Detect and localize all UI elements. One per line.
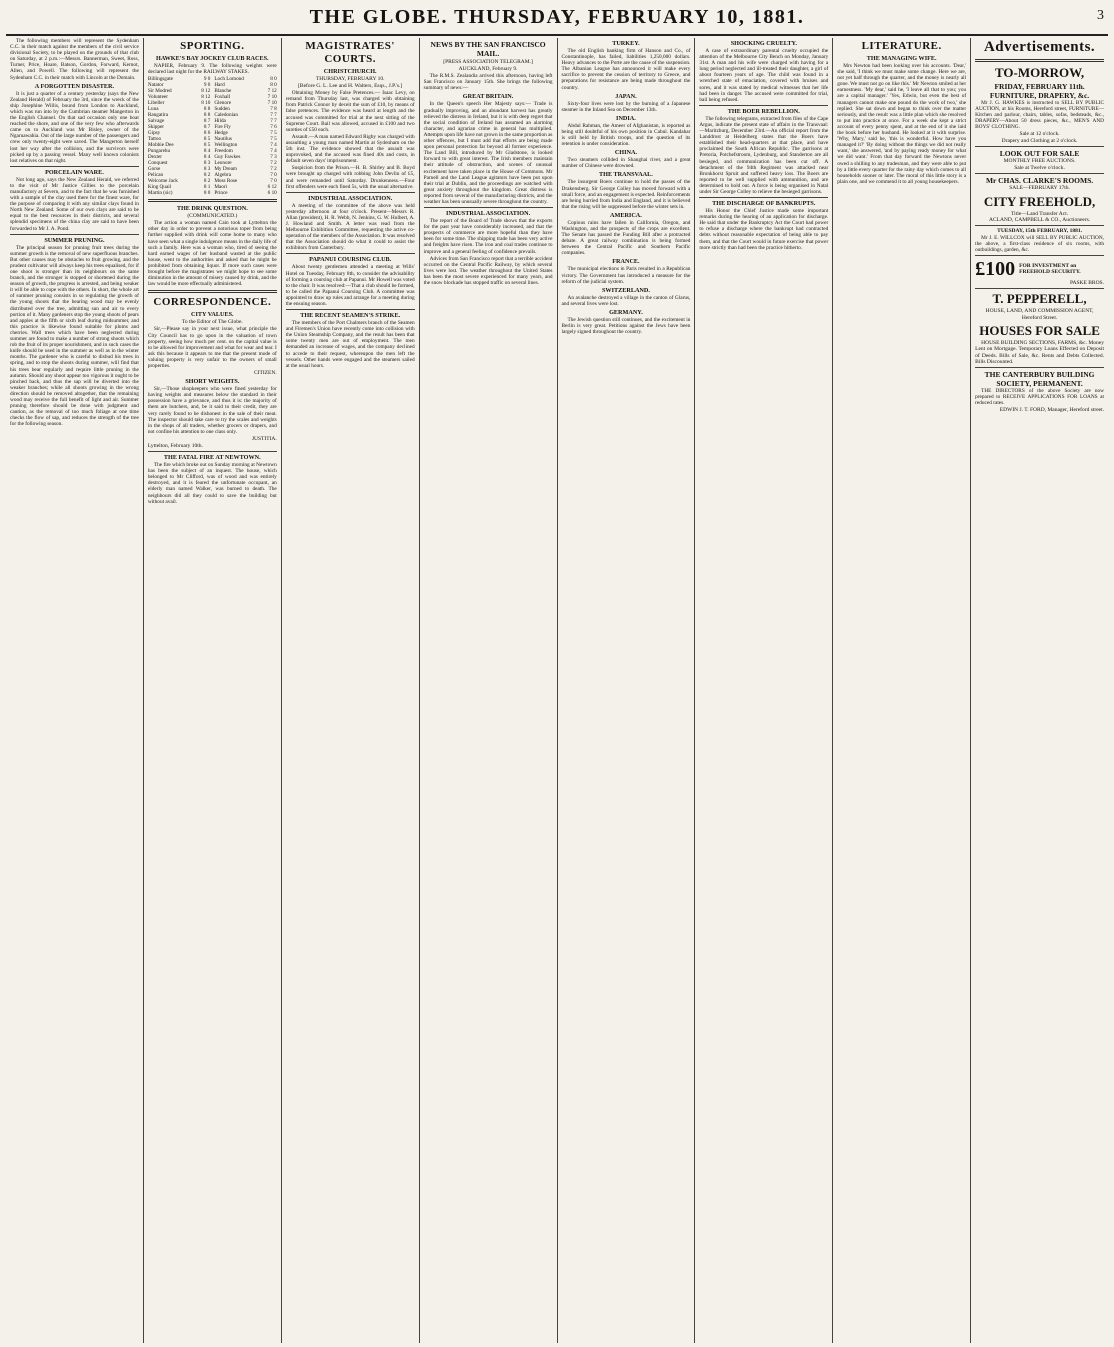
- correspondence-heading: CORRESPONDENCE.: [153, 296, 272, 309]
- page-number: 3: [1097, 8, 1104, 23]
- horse-name: Hilda: [214, 118, 226, 125]
- france-text: The municipal elections in Paris resulted in a Republican victory. The Government has introduced a measure for the reform of the judicial system.: [561, 266, 691, 285]
- horse-weight: 8 2: [203, 172, 211, 179]
- cruelty-heading: SHOCKING CRUELTY.: [730, 40, 797, 47]
- horse-weight: 8 7: [203, 118, 211, 125]
- horse-name: Algebra: [214, 172, 232, 179]
- cruelty-text: A case of extraordinary parental cruelty occupied the attention of the Melbourne City Bench on Monday, January 31st. A man and his wife were charged with having for a long period neglected and ill-treated their daughter, a girl of about fourteen years of age. The child was found in a wretched state of emaciation, covered with bruises and sores, and it was stated by medical witnesses that her life had been in danger. The accused were committed for trial, bail being refused.: [699, 48, 829, 103]
- horse-weight: 7 2: [270, 160, 277, 167]
- horse-name: Sudden: [214, 106, 230, 113]
- divider: [148, 451, 277, 452]
- horse-name: Welcome Jack: [147, 178, 178, 185]
- horse-name: Luna: [147, 106, 159, 113]
- horse-weight: 7 10: [267, 94, 277, 101]
- disaster-heading: A FORGOTTEN DISASTER.: [34, 82, 115, 90]
- japan-text: Sixty-four lives were lost by the burning of a Japanese steamer in the Inland Sea on December 13th.: [561, 100, 691, 113]
- horse-weight: 8 0: [270, 76, 277, 83]
- horse-weight: 7 7: [270, 112, 277, 119]
- assault-text: Assault.—A man named Edward Rigby was charged with assaulting a young man named Martin at Sydenham on the 5th inst. The evidence showed that the assault was unprovoked, and the accused was fined 40s and costs, in default seven days' imprisonment.: [285, 133, 415, 165]
- industrial-heading: INDUSTRIAL ASSOCIATION.: [445, 210, 531, 218]
- ad6-text: HOUSE, LAND, AND COMMISSION AGENT, Hereford Street.: [985, 308, 1094, 321]
- horse-weight: 8 4: [203, 154, 211, 161]
- divider: [10, 166, 139, 167]
- horse-weight: 7 4: [270, 148, 277, 155]
- horse-name: Skipper: [147, 124, 165, 131]
- divider: [148, 199, 277, 202]
- ad3-rooms: Mr CHAS. CLARKE'S ROOMS.: [985, 176, 1094, 186]
- horse-weight: 7 3: [270, 154, 277, 161]
- divider: [286, 192, 415, 193]
- divider: [699, 197, 828, 198]
- divider: [975, 225, 1104, 226]
- prison-text: Suspicion from the Prison.—H. B. Shirley and B. Boyd were brought up charged with robbing John Devlin of £5, and were remanded until Saturday. Drunkenness.—Four first offenders were each fined 5s, with the usual alternative.: [285, 165, 415, 190]
- divider: [699, 105, 828, 106]
- horse-name: Pungarehu: [147, 148, 171, 155]
- divider: [148, 290, 277, 293]
- drink-subheading: (COMMUNICATED.): [187, 213, 238, 220]
- sf-mail-heading: NEWS BY THE SAN FRANCISCO MAIL.: [430, 40, 546, 58]
- america-text: Copious rains have fallen in California, Oregon, and Washington, and the prospects of the crops are excellent. The Senate has passed the Funding Bill after a protracted debate. A great railway combination is being formed between the Central Pacific and Southern Pacific companies.: [561, 219, 691, 257]
- horse-weight: 8 3: [203, 166, 211, 173]
- magistrates-heading: MAGISTRATES' COURTS.: [305, 40, 395, 65]
- false-pretences-text: Obtaining Money by False Pretences.— Isaac Levy, on remand from Thursday last, was charged with obtaining from Patrick Connor by deceit the sum of £10, by means of false pretences. The evidence was heard at length and the accused was committed for trial at the next sitting of the Supreme Court. Bail was allowed, accused in £100 and two sureties of £50 each.: [285, 90, 415, 133]
- column-5: [558, 38, 696, 1343]
- ad3-heading: CITY FREEHOLD,: [983, 193, 1096, 209]
- city-values-signature: CITIZEN.: [253, 370, 277, 377]
- papanui-text: About twenty gentlemen attended a meeting at Wills' Hotel on Tuesday, February 8th, to consider the advisability of forming a coursing club at Papanui. Mr Howell was voted to the chair. It was resolved:—That a club should be formed, to be called the Papanui Coursing Club. A committee was appointed to draw up rules and arrange for a meeting during the ensuing season.: [285, 264, 415, 307]
- horse-name: Leonore: [214, 160, 232, 167]
- britain-text: In the Queen's speech Her Majesty says:— Trade is gradually improving, and an abundant harvest has greatly relieved the distress in Ireland, but it is with deep regret that the social condition of Ireland has assumed an alarming character, and agrarian crime in general has multiplied. Attempts upon life have not grown in the same proportion as other offences, but I must add that efforts are being made upon personal protection far beyond all former experience. The Land Bill, introduced by Mr Gladstone, is looked forward to with great interest. The Irish members maintain their attitude of obstruction, and scenes of unusual excitement have taken place in the House of Commons. Mr Parnell and the Land League agitators have been put upon their trial at Dublin, and the proceedings are watched with great anxiety throughout the kingdom. Great distress is reported from several of the manufacturing districts, and the weather has been unusually severe throughout the country.: [423, 101, 553, 205]
- ad7-list: HOUSE BUILDING SECTIONS, FARMS, &c. Money Lent on Mortgage. Temporary Loans Effected on Deposit of Deeds. Bills of Sale, &c. Rents and Debts Collected. Bills Discounted.: [975, 340, 1104, 365]
- horse-weight: 7 8: [270, 106, 277, 113]
- china-text: Two steamers collided in Shanghai river, and a great number of Chinese were drowned.: [561, 157, 691, 170]
- horse-weight: 6 10: [267, 190, 277, 197]
- horse-weight: 7 5: [270, 130, 277, 137]
- britain-heading: GREAT BRITAIN.: [462, 93, 514, 101]
- horse-weight: 8 0: [203, 190, 211, 197]
- horse-name: Freedom: [214, 148, 233, 155]
- bankrupts-text: His Honor the Chief Justice made some important remarks during the hearing of an application for discharge. He said that under the Bankruptcy Act the Court had power to refuse a discharge where the bankrupt had contracted debts without reasonable expectation of being able to pay them, and that the Court would in future exercise that power more strictly than had been the practice hitherto.: [699, 208, 829, 251]
- ad5-agent: PASKE BROS.: [1069, 280, 1104, 286]
- horse-name: Salvage: [147, 118, 165, 125]
- horse-weight: 8 7: [203, 124, 211, 131]
- horse-weight: 8 12: [201, 94, 211, 101]
- races-subtitle: NAPIER, February 9. The following weights were declared last night for the RAILWAY STAKES.: [147, 63, 277, 76]
- city-values-to: To the Editor of The Globe.: [181, 319, 243, 326]
- ad8-heading: THE CANTERBURY BUILDING SOCIETY, PERMANENT.: [984, 370, 1095, 389]
- porcelain-heading: PORCELAIN WARE.: [45, 168, 104, 176]
- horse-name: Foxhall: [214, 94, 231, 101]
- divider: [975, 146, 1104, 147]
- horse-name: Caledonian: [214, 112, 238, 119]
- story-title: THE MANAGING WIFE.: [866, 55, 937, 62]
- short-weights-heading: SHORT WEIGHTS.: [185, 378, 240, 386]
- horse-name: Glenore: [214, 100, 232, 107]
- horse-name: Rangatira: [147, 112, 169, 119]
- advertisements-heading: Advertisements.: [983, 39, 1096, 55]
- porcelain-text: Not long ago, says the New Zealand Herald, we referred to the visit of Mr Justice Gillies to the porcelain manufactory at Severn, and to the fact that he was furnished with a sample of the clay used there for the finest ware, for the purpose of comparing it with any similar clays found in North New Zealand. Some of our own clays are said to be equal to the best resources in their districts, and several splendid specimens of the china clay are said to have been forwarded to Mr J. A. Pond.: [10, 176, 139, 232]
- horse-name: Loch Lomond: [214, 76, 244, 83]
- horse-name: My Dream: [214, 166, 237, 173]
- horse-weight: 8 0: [270, 82, 277, 89]
- horse-name: Conquest: [147, 160, 168, 167]
- sf-mail-assoc: [PRESS ASSOCIATION TELEGRAM.]: [443, 59, 533, 65]
- short-weights-location: Lyttelton, February 10th.: [147, 443, 203, 449]
- cricket-text: The following members will represent the Sydenham C.C. in their match against the members of the civil service divisional Society, to be played on the grounds of that club on Saturday, at 2 p.m.:—Messrs. Bannerman, Sweet, Ross, Turner, Price, Hoare, Batson, Gordon, Forward, Kernot, Allen, and Powell. The following will represent the Sydenham C.C. in their match with Lincoln at the Domain.: [10, 38, 139, 81]
- masthead-title: THE GLOBE. THURSDAY, FEBRUARY 10, 1881.: [309, 5, 805, 28]
- literature-heading: LITERATURE.: [861, 40, 942, 52]
- pruning-heading: SUMMER PRUNING.: [44, 236, 105, 244]
- drink-heading: THE DRINK QUESTION.: [176, 205, 248, 213]
- seamen-heading: THE RECENT SEAMEN'S STRIKE.: [300, 312, 401, 320]
- ad5-text: FOR INVESTMENT on FREEHOLD SECURITY.: [1019, 262, 1081, 275]
- horse-name: Dexter: [147, 154, 162, 161]
- horse-name: King Quail: [147, 184, 172, 191]
- horse-name: Nautilus: [214, 136, 232, 143]
- horse-weight: 8 5: [203, 136, 211, 143]
- transvaal-text: The insurgent Boers continue to hold the passes of the Drakensberg. Sir George Colley has moved forward with a small force, and an engagement is expected. Reinforcements are being hurried from India and England, and it is believed that the rising will be suppressed before the winter sets in.: [561, 179, 691, 210]
- germany-text: The Jewish question still continues, and the excitement in Berlin is very great. Petitions against the Jews have been largely signed throughout the country.: [561, 316, 691, 336]
- horse-name: Hard: [214, 82, 225, 89]
- horse-name: Gipsy: [147, 130, 161, 137]
- column-7: [833, 38, 971, 1343]
- germany-heading: GERMANY.: [609, 308, 643, 316]
- papanui-heading: PAPANUI COURSING CLUB.: [309, 256, 392, 264]
- horse-weight: 8 12: [201, 88, 211, 95]
- ad4-date: TUESDAY, 15th FEBRUARY, 1881.: [997, 228, 1082, 235]
- horse-name: Maori: [214, 184, 227, 191]
- column-8: [971, 38, 1108, 1343]
- divider: [286, 309, 415, 310]
- horse-weight: 9 0: [203, 76, 211, 83]
- china-heading: CHINA.: [614, 149, 638, 157]
- sf-mail-intro: The R.M.S. Zealandia arrived this afternoon, having left San Francisco on January 15th. She brings the following summary of news:—: [423, 73, 553, 92]
- bankrupts-heading: THE DISCHARGE OF BANKRUPTS.: [712, 200, 816, 208]
- horse-name: Prince: [214, 190, 228, 197]
- pruning-text: The principal season for pruning fruit trees during the summer growth is the removal of new superfluous branches. But other causes may be obstacles to fruit growing, and the prudent cultivator will always keep his trees equalised, for if one shoot is stronger than its neighbours on the same branch, and the stronger is stopped or shortened during the season of growth, the progress is arrested, and being weaker it will be able to cope with the others. In short, the whole art of summer pruning consists in so regulating the growth of the young shoots that the bearing wood may be evenly distributed over the tree, admitting sun and air to every portion of it. Many gardeners stop the young shoots of pears and apples at the fifth or sixth leaf during midsummer, and this practice is likewise found suitable for plums and cherries. Wall trees which have been neglected during summer are found to make a number of strong shoots which rob the fruit of its proper nourishment, and in such cases the knife should be used in the summer as well as in the winter months. The gardener who is careful to disbud his trees in spring, and to stop the shoots during summer, will find that his trees bear regularly and require little pruning in the autumn. Should any shoot appear too vigorous it ought to be pinched back, and thus the sap will be diverted into the weaker branches; while all shoots growing in the wrong direction should be removed altogether, that the remaining wood may receive the full benefit of light and air. Summer pruning therefore should be done with judgment and caution, as the removal of too much foliage at one time checks the flow of sap, and reduces the strength of the tree for the following season.: [10, 244, 139, 428]
- horse-weight: 7 0: [270, 172, 277, 179]
- fatal-fire-text: The fire which broke out on Sunday morning at Newtown has been the subject of an inquest. The house, which belonged to Mr Clifford, was of wood and was entirely destroyed, and it is feared the unfortunate occupant, an elderly man named Walker, was burned to death. The neighbours did all they could to save the building but without avail.: [147, 462, 277, 505]
- divider: [424, 207, 553, 208]
- fatal-fire-heading: THE FATAL FIRE AT NEWTOWN.: [163, 454, 261, 462]
- horse-weight: 6 12: [267, 184, 277, 191]
- horse-weight: 7 5: [270, 136, 277, 143]
- industrial-text: A meeting of the committee of the above was held yesterday afternoon at four o'clock. Present—Messrs R. Allan (president), H. R. Webb, N. Jenkins, G. W. Hulbert, A. J. Howland and Smith. A letter was read from the Melbourne Exhibition Committee, requesting the active co-operation of the members of the Association. It was resolved that the Association should do what it could to assist the exhibitors from Canterbury.: [285, 202, 415, 252]
- race-weight-entry: [148, 190, 210, 196]
- horse-weight: 8 8: [203, 112, 211, 119]
- ad8-text: THE DIRECTORS of the above Society are now prepared to RECEIVE APPLICATIONS FOR LOANS at reduced rates.: [975, 388, 1104, 407]
- masthead: [6, 0, 1108, 36]
- horse-weight: 7 2: [270, 166, 277, 173]
- ad1-terms: Sale at 12 o'clock.: [1019, 131, 1060, 138]
- horse-name: Billingsgate: [147, 76, 173, 83]
- column-6: [695, 38, 833, 1343]
- ad2-heading: LOOK OUT FOR SALE: [999, 149, 1080, 159]
- horse-name: Gorse: [147, 166, 161, 173]
- ad5-amount: £100: [975, 258, 1016, 280]
- horse-name: Guy Fawkes: [214, 154, 241, 161]
- horse-weight: 8 2: [203, 178, 211, 185]
- christchurch-date: THURSDAY, FEBRUARY 10.: [315, 76, 385, 82]
- ad1-text: Mr J. G. HAWKES is instructed to SELL BY PUBLIC AUCTION, at his Rooms, Hereford street, FURNITURE—Kitchen and parlour, chairs, tables, sofas, bedsteads, &c., DRAPERY—About 50 dress pieces, &c., MEN'S AND BOYS' CLOTHING.: [975, 100, 1104, 131]
- ad3-agent: ACLAND, CAMPBELL & CO., Auctioneers.: [988, 216, 1091, 223]
- transvaal-heading: THE TRANSVAAL.: [599, 171, 653, 179]
- divider: [10, 234, 139, 235]
- ad8-agent: EDWIN J. T. FORD, Manager, Hereford street.: [999, 407, 1104, 414]
- ad3-date: SALE—FEBRUARY 17th.: [1009, 185, 1070, 192]
- turkey-text: The old English banking firm of Hanson and Co., of Constantinople, has failed, liabilities 1,250,000 dollars. Heavy advances to the Porte are the cause of the suspension. The Albanian League has announced it will make every sacrifice to prevent the cession of territory to Greece, and preparations for resistance are being made throughout the country.: [561, 48, 691, 91]
- seamen-text: The members of the Port Chalmers branch of the Seamen and Firemen's Union have recently come into collision with the Union Steamship Company, and the result has been that some twenty men are out of employment. The men demanded an increase of wages, and the company declined to accede to their request, whereupon the men left the vessels. Other hands were engaged and the steamers sailed at the usual hours.: [285, 320, 415, 369]
- ad1-kind: FURNITURE, DRAPERY, &c.: [989, 91, 1090, 100]
- india-heading: INDIA.: [616, 114, 636, 122]
- ad7-heading: HOUSES FOR SALE: [979, 323, 1100, 339]
- horse-name: Libeller: [147, 100, 165, 107]
- horse-name: Sir Modred: [147, 88, 172, 95]
- divider: [975, 173, 1104, 174]
- ad3-title: Title—Land Transfer Act.: [1011, 210, 1069, 217]
- columns: [6, 38, 1108, 1343]
- city-values-text: Sir,—Please say in your next issue, what principle the City Council has to go upon in the valuation of town property, seeing how much per cent. on the capital value is to be allowed for improvement and what for wear and tear. I ask this because it appears to me that the present mode of valuing property is very unfair to the owners of small properties.: [147, 326, 277, 369]
- horse-name: Tattoo: [147, 136, 162, 143]
- horse-name: Moss Rose: [214, 178, 238, 185]
- france-heading: FRANCE.: [612, 258, 640, 266]
- divider: [975, 59, 1104, 62]
- horse-name: Mobbie Dee: [147, 142, 174, 149]
- japan-heading: JAPAN.: [615, 92, 637, 100]
- divider: [975, 255, 1104, 256]
- drink-text: The action a woman named Cain took at Lyttelton the other day in order to prevent a notorious toper from being further supplied with drink will come home to many who have seen what a single indulgence means in the daily life of such a family. Here was a woman who, tired of seeing the hard earned wages of her husband wasted at the public house, went to the authorities and asked that he might be prohibited from obtaining liquor. If more such cases were brought before the magistrates we might hope to see some diminution in the amount of misery caused by drink, and the law would be more effectually administered.: [147, 220, 277, 288]
- boer-text: The following telegrams, extracted from files of the Cape Argus, indicate the present state of affairs in the Transvaal:—Maritzburg, December 23rd.—An official report from the Landdrost at Heidelberg states that the Boers have established their head-quarters at that place, and have proclaimed the South African Republic. The garrisons at Pretoria, Potchefstroom, Lydenburg, and Standerton are all besieged, and communication has been cut off. A detachment of the 94th Regiment was attacked near Bronkhorst Spruit and suffered heavy loss. The Boers are reported to be well supplied with ammunition, and are determined to hold out. A force is being organised in Natal under Sir George Colley to relieve the besieged garrisons.: [699, 115, 829, 195]
- horse-weight: 9 0: [203, 82, 211, 89]
- ad2-subheading: MONTHLY FREE AUCTIONS.: [1003, 158, 1076, 165]
- divider: [975, 367, 1104, 368]
- horse-weight: 7 4: [270, 142, 277, 149]
- switzerland-text: An avalanche destroyed a village in the canton of Glarus, and several lives were lost.: [561, 294, 691, 307]
- turkey-heading: TURKEY.: [612, 40, 640, 47]
- ad2-time: Sale at Twelve o'clock.: [1014, 164, 1065, 171]
- sf-mail-dateline: AUCKLAND, February 9.: [458, 66, 518, 73]
- ad1-date: FRIDAY, FEBRUARY 11th.: [994, 82, 1085, 91]
- column-1: [6, 38, 144, 1343]
- horse-name: Volunteer: [147, 94, 168, 101]
- sporting-heading: SPORTING.: [180, 40, 245, 52]
- india-text: Abdul Rahman, the Ameer of Afghanistan, is reported as being still doubtful of his own position in Cabul. Kandahar is still held by British troops, and the question of its retention is under consideration.: [561, 122, 691, 148]
- column-2: [144, 38, 282, 1343]
- ad1-heading: TO-MORROW,: [994, 65, 1085, 80]
- horse-name: Wellington: [214, 142, 238, 149]
- short-weights-signature: JUSTITIA.: [251, 435, 277, 442]
- america-heading: AMERICA.: [610, 211, 642, 219]
- horse-weight: 7 12: [267, 88, 277, 95]
- horse-name: Fire Fly: [214, 124, 231, 131]
- industrial-text: The report of the Board of Trade shows that the exports for the past year have considerably increased, and that the prospects of commerce are more hopeful than they have been for some time. The shipping trade has been very active and freights have risen. The iron and coal trades continue to improve and a general feeling of confidence prevails.: [423, 218, 553, 255]
- horse-weight: 7 0: [270, 178, 277, 185]
- horse-weight: 8 5: [203, 142, 211, 149]
- race-weights-list: [148, 76, 277, 196]
- ad5-block: [975, 258, 1104, 280]
- horse-weight: 8 1: [203, 184, 211, 191]
- boer-heading: THE BOER REBELLION.: [727, 107, 800, 115]
- horse-name: Martin (sic): [147, 190, 173, 197]
- column-4: [420, 38, 558, 1343]
- horse-weight: 8 4: [203, 148, 211, 155]
- ad4-text: Mr J. E. WILLCOX will SELL BY PUBLIC AUCTION, the above, a first-class residence of six rooms, with outbuildings, garden, &c.: [975, 234, 1104, 253]
- horse-name: Natator: [147, 82, 164, 89]
- sf-text: Advices from San Francisco report that a terrible accident occurred on the Central Pacific Railway, by which several lives were lost. The weather throughout the United States has been the most severe experienced for many years, and the snow blockade has stopped traffic on several lines.: [423, 255, 553, 286]
- races-heading: HAWKE'S BAY JOCKEY CLUB RACES.: [156, 55, 269, 62]
- horse-weight: 8 3: [203, 160, 211, 167]
- column-3: [282, 38, 420, 1343]
- short-weights-text: Sir,—Those shopkeepers who were fined yesterday for having weights and measures below the standard in their possession have a grievance, and thus it is: the majority of them are butchers, and, be it said to their credit, they are very rarely found to be dishonest in the sale of their meat. The inspector should take care to try the scales and weights in the shops of all traders, whether grocers or drapers, and not confine his attention to one class only.: [147, 386, 277, 435]
- divider: [286, 253, 415, 254]
- horse-weight: 7 6: [270, 124, 277, 131]
- industrial-heading: INDUSTRIAL ASSOCIATION.: [308, 194, 393, 202]
- horse-name: Blanche: [214, 88, 232, 95]
- disaster-text: It is just a quarter of a century yesterday (says the New Zealand Herald) of February the 3rd, since the wreck of the ship Josephine Willis, bound from London to Auckland, which was run into by the Cumbrian steamer Mangerton in the English Channel. On that sad occasion only one boat reached the shore, and one of the very few who afterwards came on to Auckland was Mr Bisley, owner of the Ngaruawahia. Out of the large number of the passengers and crew only twenty-eight were saved. The Mangerton herself lost her way after the collision, and the survivors were picked up by a passing vessel. Many well known colonists lost relatives on that night.: [10, 90, 139, 164]
- divider: [975, 288, 1104, 289]
- horse-weight: 7 7: [270, 118, 277, 125]
- horse-weight: 8 8: [203, 106, 211, 113]
- city-values-heading: CITY VALUES.: [191, 311, 234, 319]
- horse-name: Pelican: [147, 172, 164, 179]
- christchurch-heading: CHRISTCHURCH.: [323, 68, 377, 75]
- horse-weight: 8 10: [201, 100, 211, 107]
- horse-name: Hedge: [214, 130, 228, 137]
- race-weight-entry: [214, 190, 276, 196]
- story-text: Mrs Newton had been looking over his accounts. 'Dear,' she said, 'I think we must make some change. Here we are, not yet half through the quarter, and the money is nearly all gone. We must not go on like this.' Mr Newton smiled at her earnestness. 'My dear,' said he, 'I leave all that to you; you are a capital manager.' 'Yes, Edwin, but even the best of managers cannot make one pound do the work of two,' she replied. She sat down and began to think over the matter seriously, and the result was a little plan which she resolved to put into practice at once. For a week she kept a strict account of every penny spent, and at the end of it she laid the book before her husband. He looked at it with surprise. 'Why, Mary,' said he, 'this is wonderful. How have you managed it?' 'By doing without the things we did not really want,' she answered, 'and by paying ready money for what we did want.' From that day forward the Newtons never owed a shilling to any tradesman, and they were able to put by a little every quarter for the rainy day which comes to all households sooner or later. The moral of this little story is a plain one, and we commend it to all young housekeepers.: [837, 63, 967, 185]
- christchurch-bench: [Before G. L. Lee and H. Walters, Esqs., J.P.'s.]: [298, 83, 403, 90]
- switzerland-heading: SWITZERLAND.: [601, 286, 650, 294]
- horse-weight: 7 10: [267, 100, 277, 107]
- ad1-footer: Drapery and Clothing at 2 o'clock.: [1001, 137, 1078, 144]
- ad6-name: T. PEPPERELL,: [992, 291, 1087, 307]
- horse-weight: 8 6: [203, 130, 211, 137]
